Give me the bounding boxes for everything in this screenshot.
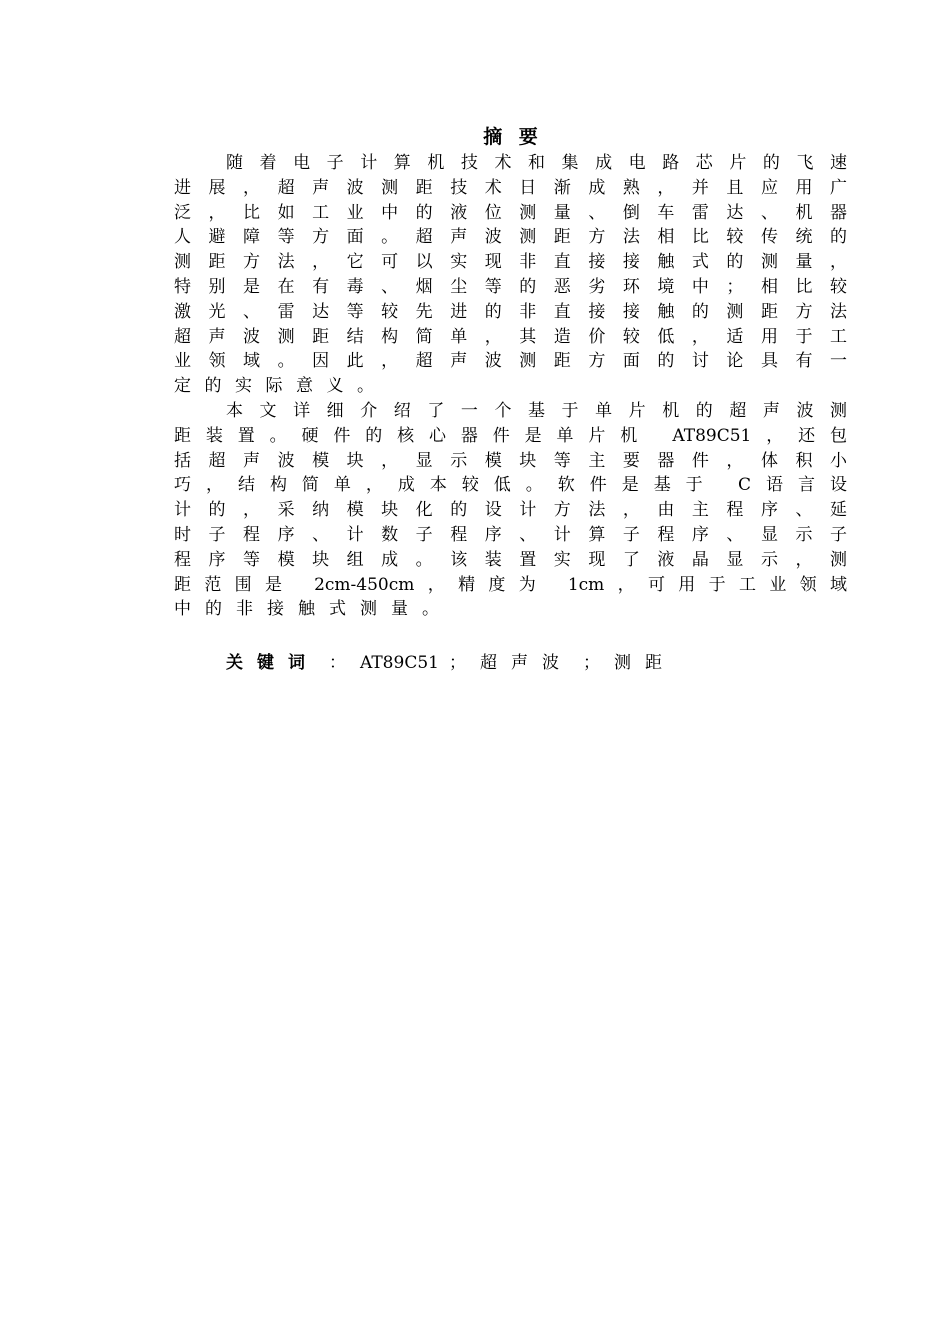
- paragraph-line: 特别是在有毒、烟尘等的恶劣环境中；相比较: [174, 276, 847, 297]
- abstract-title: 摘 要: [483, 126, 543, 148]
- paragraph-line: 距装置。硬件的核心器件是单片机 AT89C51，还包: [174, 425, 847, 446]
- paragraph-line: 业领域。因此，超声波测距方面的讨论具有一: [174, 351, 847, 372]
- keyword-item: 测距: [613, 653, 676, 673]
- keyword-separator: ；: [582, 653, 600, 673]
- keyword-separator: ；: [448, 653, 466, 673]
- keywords-line: [226, 648, 676, 673]
- paragraph-line: 时子程序、计数子程序、计算子程序、显示子: [174, 524, 847, 545]
- paragraph-line: 定的实际意义。: [174, 376, 388, 397]
- paragraph-line: 本文详细介绍了一个基于单片机的超声波测: [226, 400, 847, 421]
- abstract-paragraph-2: [174, 399, 847, 622]
- paragraph-line: 超声波测距结构简单，其造价较低，适用于工: [174, 326, 847, 347]
- paragraph-line: 测距方法，它可以实现非直接接触式的测量，: [174, 252, 847, 273]
- paragraph-line: 中的非接触式测量。: [174, 599, 453, 620]
- keywords-label: 关键词: [226, 653, 319, 673]
- paragraph-line: 程序等模块组成。该装置实现了液晶显示，测: [174, 549, 847, 570]
- paragraph-line: 激光、雷达等较先进的非直接接触的测距方法: [174, 301, 847, 322]
- abstract-paragraph-1: [174, 151, 847, 399]
- paragraph-line: 人避障等方面。超声波测距方法相比较传统的: [174, 227, 847, 248]
- abstract-body: [174, 151, 847, 622]
- keyword-item: AT89C51: [360, 653, 439, 673]
- paragraph-line: 进展，超声波测距技术日渐成熟，并且应用广: [174, 177, 847, 198]
- paragraph-line: 泛，比如工业中的液位测量、倒车雷达、机器: [174, 202, 847, 223]
- keyword-item: 超声波: [479, 653, 573, 673]
- paragraph-line: 计的，采纳模块化的设计方法，由主程序、延: [174, 500, 847, 521]
- keywords-colon: ：: [329, 653, 346, 673]
- paragraph-line: 距范围是 2cm-450cm，精度为 1cm，可用于工业领域: [174, 574, 847, 595]
- paragraph-line: 巧，结构简单，成本较低。软件是基于 C语言设: [174, 475, 847, 496]
- paragraph-line: 括超声波模块，显示模块等主要器件，体积小: [174, 450, 847, 471]
- paragraph-line: 随着电子计算机技术和集成电路芯片的飞速: [226, 153, 847, 173]
